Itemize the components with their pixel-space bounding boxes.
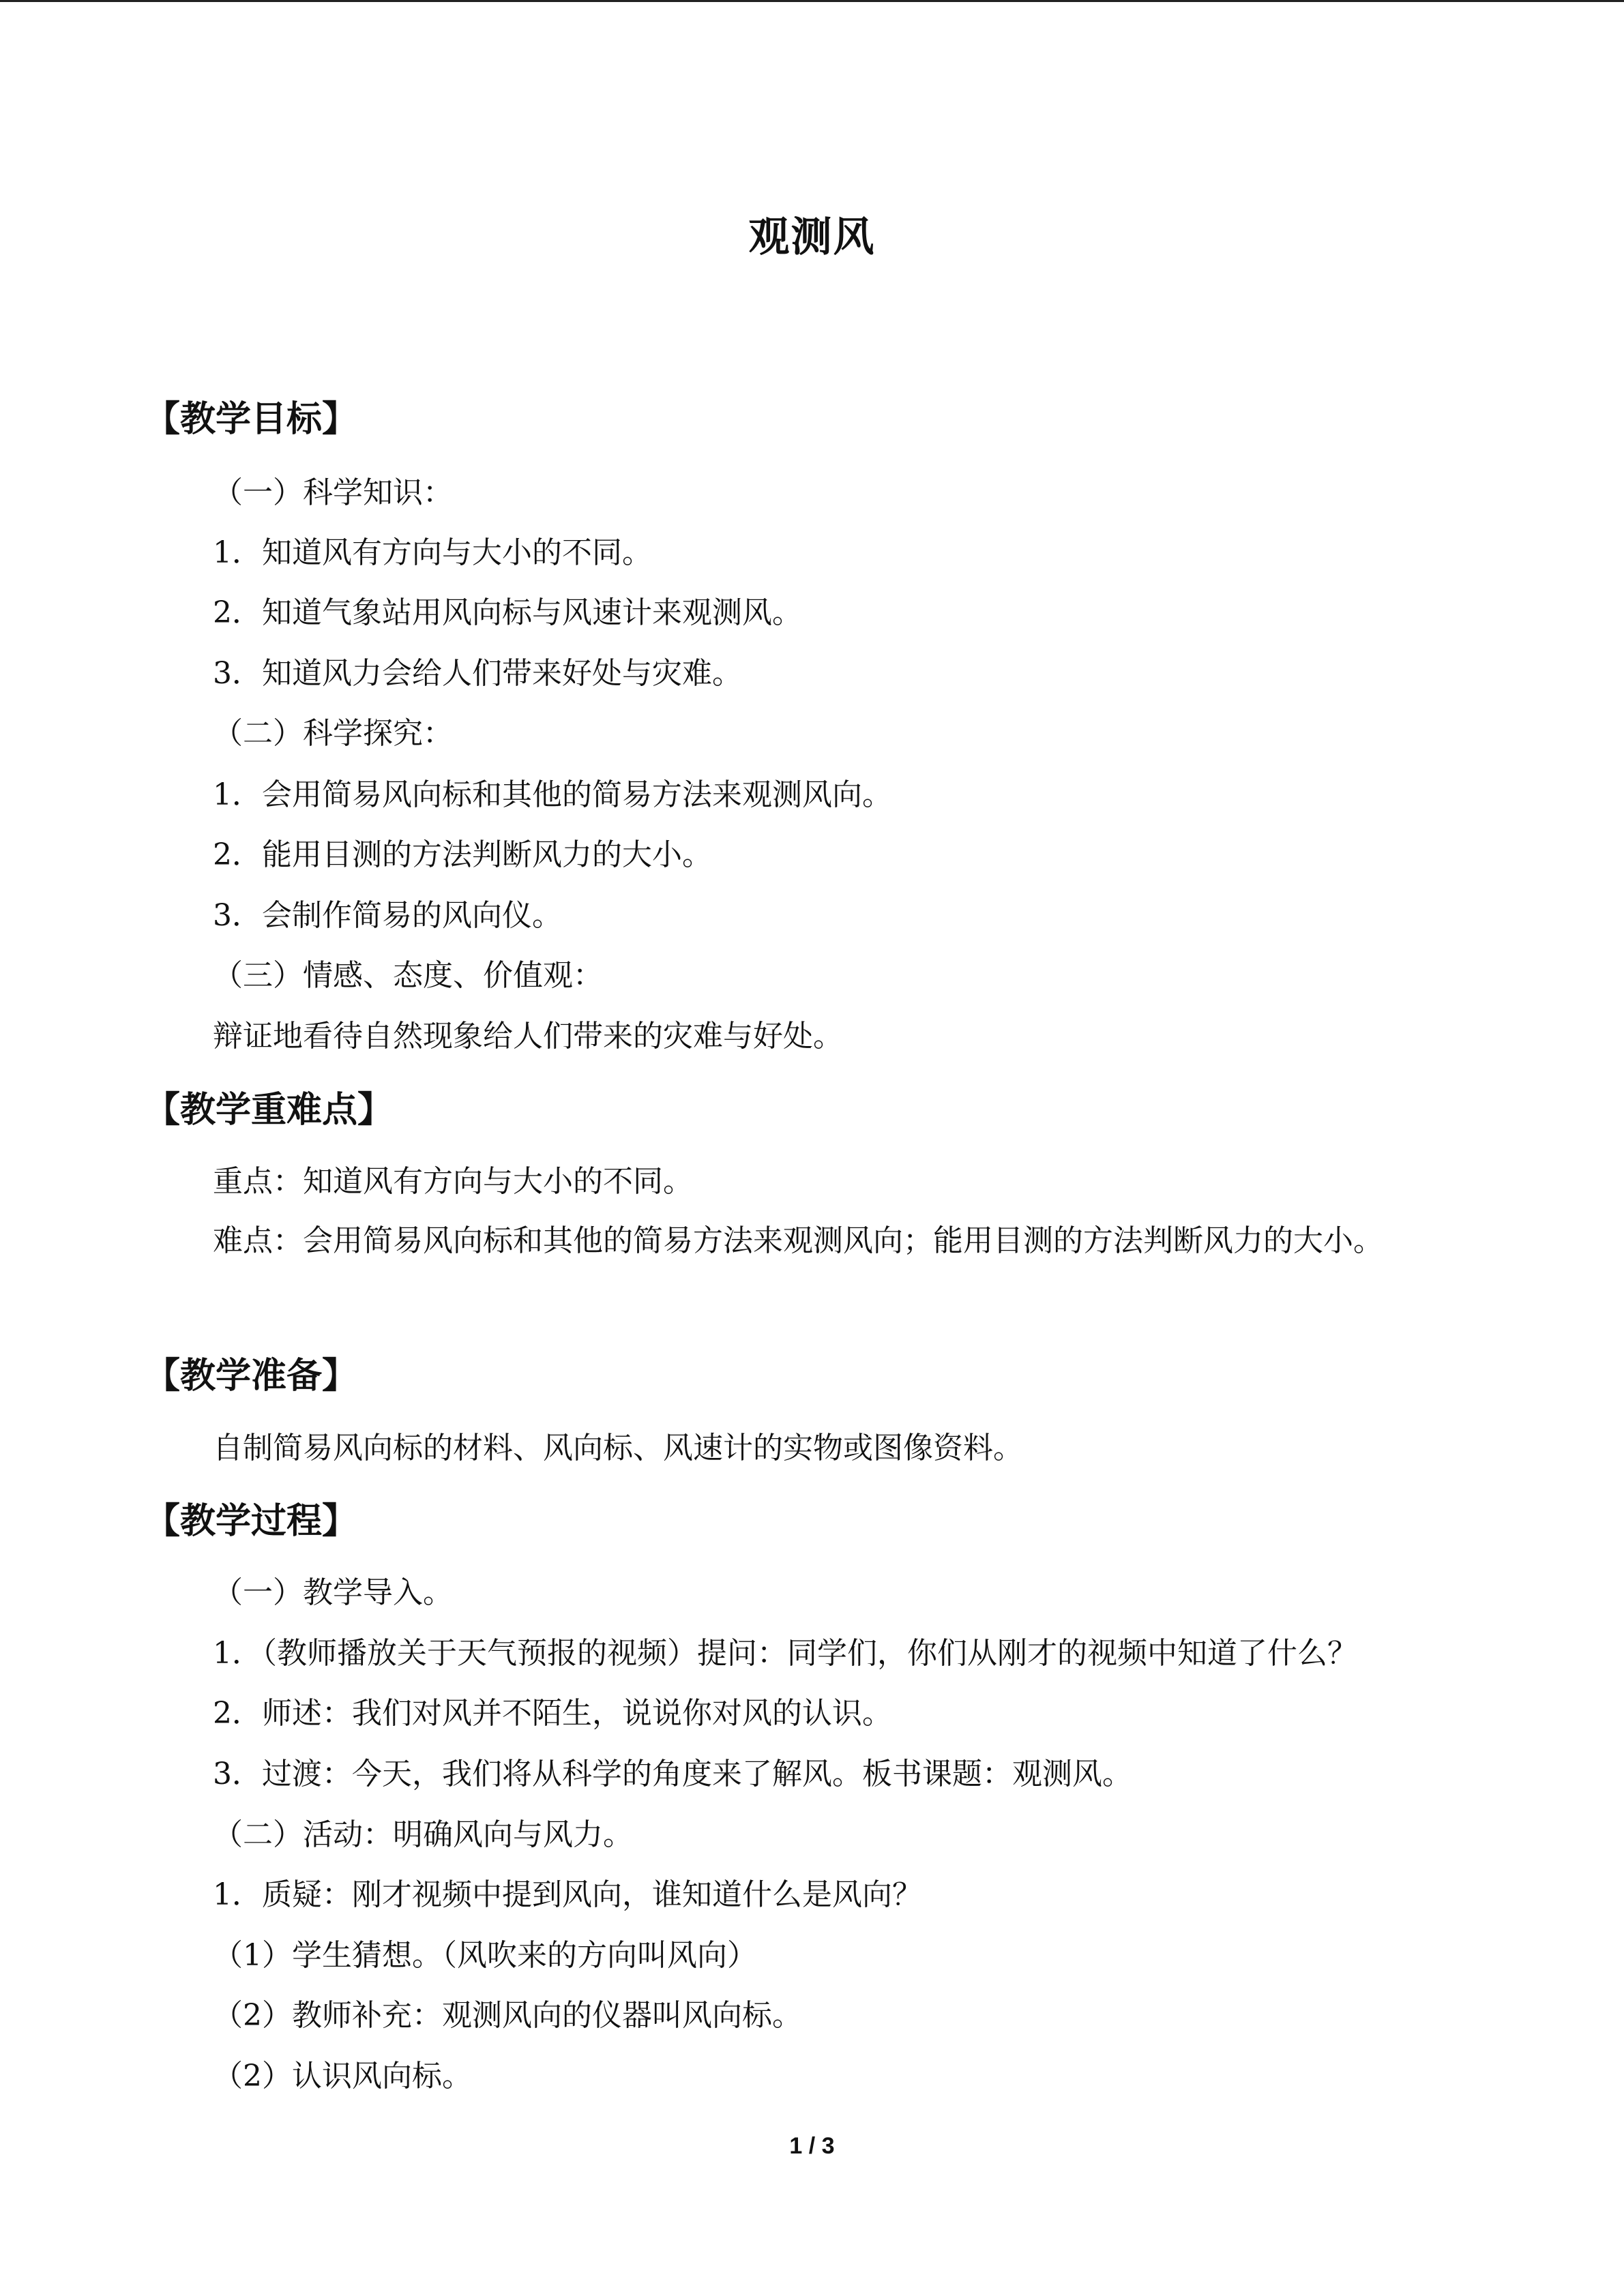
objective-line: 辩证地看待自然现象给人们带来的灾难与好处。	[213, 1019, 843, 1054]
process-line: （一）教学导入。	[213, 1575, 453, 1610]
document-title: 观测风	[748, 213, 876, 261]
objective-line: 2．能用目测的方法判断风力的大小。	[213, 837, 712, 872]
objective-line: 1．会用简易风向标和其他的简易方法来观测风向。	[213, 777, 892, 812]
objective-line: （一）科学知识：	[213, 475, 453, 510]
objective-line: （二）科学探究：	[213, 716, 453, 751]
section-heading-key-points: 【教学重难点】	[145, 1090, 394, 1131]
process-line: （二）活动：明确风向与风力。	[213, 1817, 633, 1852]
section-heading-process: 【教学过程】	[145, 1501, 358, 1542]
objective-line: 3．会制作简易的风向仪。	[213, 898, 562, 933]
difficulty-paragraph: 难点：会用简易风向标和其他的简易方法来观测风向；能用目测的方法判断风力的大小。	[213, 1223, 1383, 1258]
process-line: 2．师述：我们对风并不陌生，说说你对风的认识。	[213, 1696, 892, 1731]
key-point-text: 重点：知道风有方向与大小的不同。	[213, 1164, 693, 1199]
objective-line: 1．知道风有方向与大小的不同。	[213, 535, 652, 570]
objective-line: （三）情感、态度、价值观：	[213, 958, 603, 993]
section-heading-preparation: 【教学准备】	[145, 1356, 358, 1397]
process-line: 1．（教师播放关于天气预报的视频）提问：同学们，你们从刚才的视频中知道了什么？	[213, 1636, 1357, 1671]
preparation-text: 自制简易风向标的材料、风向标、风速计的实物或图像资料。	[213, 1431, 1023, 1465]
page-indicator: 1 / 3	[789, 2133, 835, 2159]
process-line: （2）认识风向标。	[213, 2059, 472, 2093]
section-heading-objectives: 【教学目标】	[145, 399, 358, 440]
objective-line: 2．知道气象站用风向标与风速计来观测风。	[213, 595, 802, 630]
process-line: 3．过渡：今天，我们将从科学的角度来了解风。板书课题：观测风。	[213, 1757, 1132, 1791]
process-line: （2）教师补充：观测风向的仪器叫风向标。	[213, 1998, 802, 2033]
objective-line: 3．知道风力会给人们带来好处与灾难。	[213, 656, 742, 691]
process-line: （1）学生猜想。（风吹来的方向叫风向）	[213, 1938, 757, 1973]
process-line: 1．质疑：刚才视频中提到风向，谁知道什么是风向？	[213, 1877, 922, 1912]
